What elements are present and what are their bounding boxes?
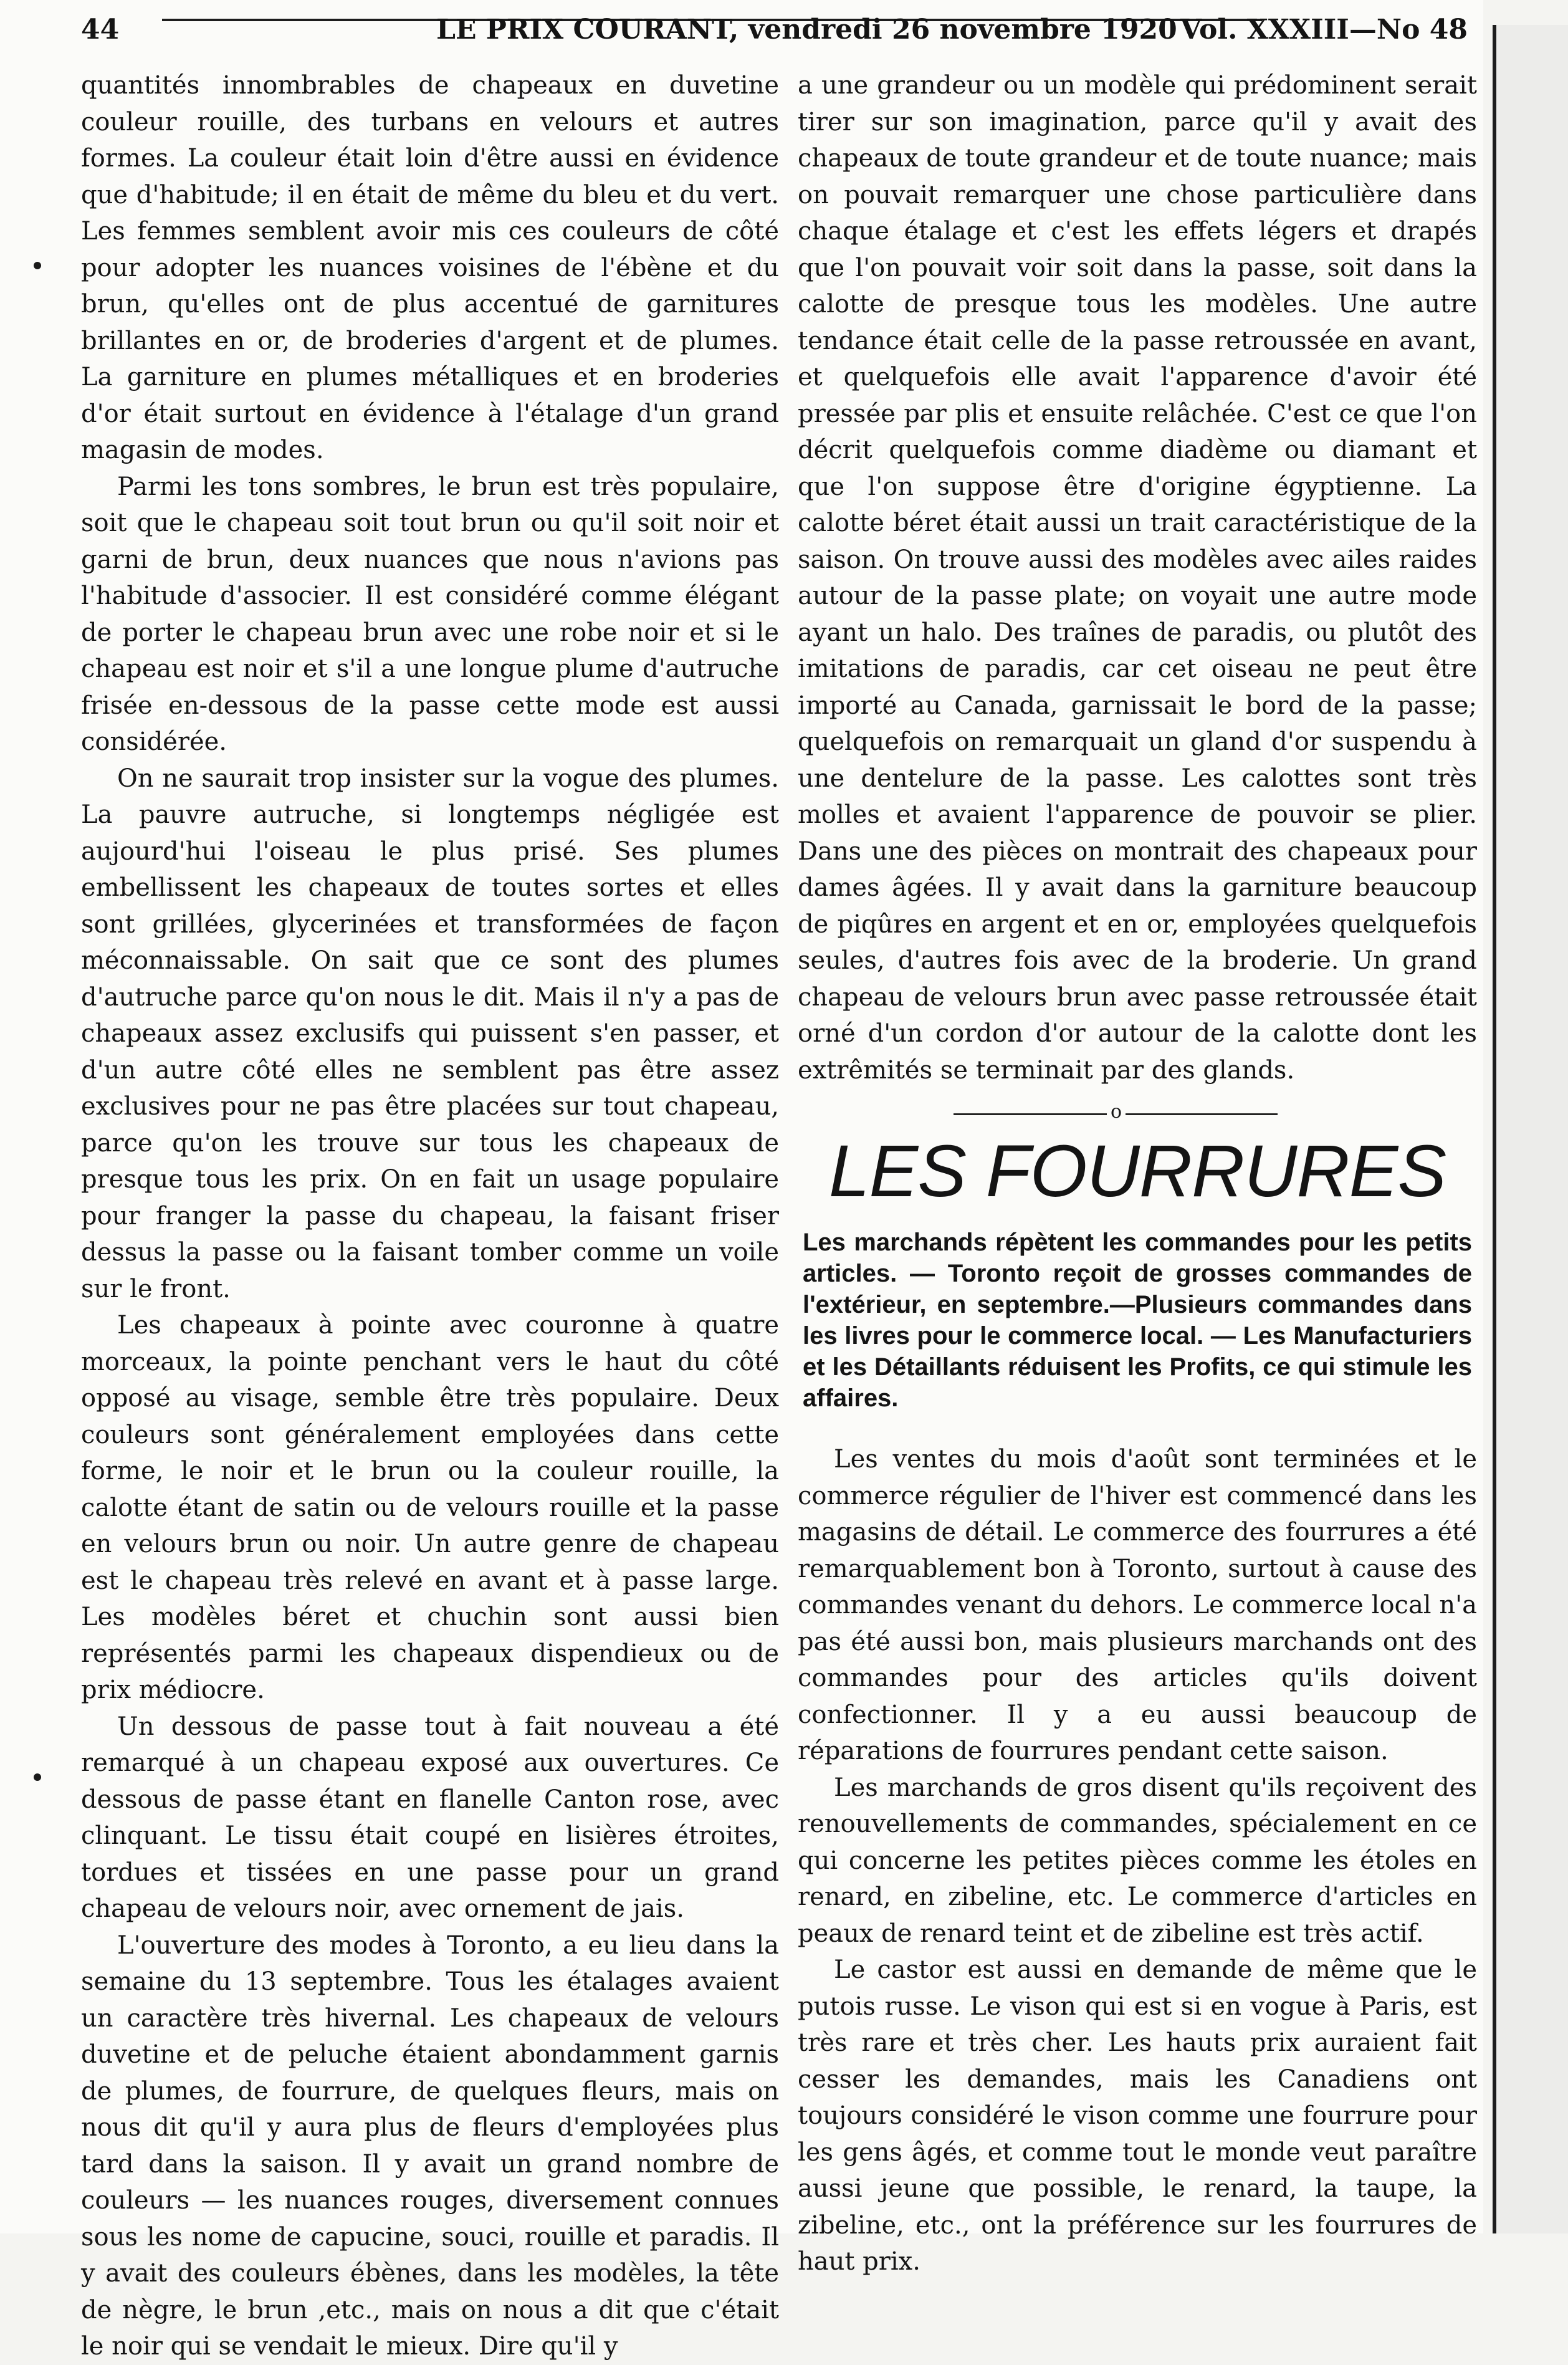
- publication-title: LE PRIX COURANT, vendredi 26 novembre 1920: [436, 14, 1177, 46]
- volume-number: Vol. XXXIII—No 48: [1180, 14, 1468, 46]
- paragraph: a une grandeur ou un modèle qui prédominent serait tirer sur son imagination, parce qu'il y avait des chapeaux de toute grandeur et de toute nuance; mais on pouvait remarquer une chose particulière dans chaque étalage et c'est les effets légers et drapés que l'on pouvait voir soit dans la passe, soit dans la calotte de presque tous les modèles. Une autre tendance était celle de la passe retroussée en avant, et quelquefois elle avait l'apparence d'avoir été pressée par plis et ensuite relâchée. C'est ce que l'on décrit quelquefois comme diadème ou diamant et que l'on suppose être d'origine égyptienne. La calotte béret était aussi un trait caractéristique de la saison. On trouve aussi des modèles avec ailes raides autour de la passe plate; on voyait une autre mode ayant un halo. Des traînes de paradis, ou plutôt des imitations de paradis, car cet oiseau ne peut être importé au Canada, garnissait le bord de la passe; quelquefois on remarquait un gland d'or suspendu à une dentelure de la passe. Les calottes sont très molles et avaient l'apparence de pouvoir se plier. Dans une des pièces on montrait des chapeaux pour dames âgées. Il y avait dans la garniture beaucoup de piqûres en argent et en or, employées quelquefois seules, d'autres fois avec de la broderie. Un grand chapeau de velours brun avec passe retroussée était orné d'un cordon d'or autour de la calotte dont les extrêmités se terminait par des glands.: [798, 71, 1477, 1085]
- margin-dot: [34, 1773, 41, 1781]
- section-title: LES FOURRURES: [828, 1130, 1446, 1212]
- page-number: 44: [81, 14, 120, 46]
- section-subheading: Les marchands répètent les commandes pour les petits articles. — Toronto reçoit de grosses commandes de l'extérieur, en septembre.—Plusieurs commandes dans les livres pour le commerce local. — Les Manufacturiers et les Détaillants réduisent les Profits, ce qui stimule les affaires.: [803, 1229, 1472, 1412]
- paragraph: Les marchands de gros disent qu'ils reçoivent des renouvellements de commandes, spécialement en ce qui concerne les petites pièces comme les étoles en renard, en zibeline, etc. Le commerce d'articles en peaux de renard teint et de zibeline est très actif.: [798, 1773, 1477, 1948]
- right-column: [798, 67, 1477, 2280]
- page-header: [81, 11, 1468, 55]
- paragraph: L'ouverture des modes à Toronto, a eu lieu dans la semaine du 13 septembre. Tous les étalages avaient un caractère très hivernal. Les chapeaux de velours duvetine et de peluche étaient abondamment garnis de plumes, de fourrure, de quelques fleurs, mais on nous dit qu'il y aura plus de fleurs d'employées plus tard dans la saison. Il y avait un grand nombre de couleurs — les nuances rouges, diversement connues sous les nome de capucine, souci, rouille et paradis. Il y avait des couleurs ébènes, dans les modèles, la tête de nègre, le brun ,etc., mais on nous a dit que c'était le noir qui se vendait le mieux. Dire qu'il y: [81, 1931, 779, 2361]
- paragraph: quantités innombrables de chapeaux en duvetine couleur rouille, des turbans en velours et autres formes. La couleur était loin d'être aussi en évidence que d'habitude; il en était de même du bleu et du vert. Les femmes semblent avoir mis ces couleurs de côté pour adopter les nuances voisines de l'ébène et du brun, qu'elles ont de plus accentué de garnitures brillantes en or, de broderies d'argent et de plumes. La garniture en plumes métalliques et en broderies d'or était surtout en évidence à l'étalage d'un grand magasin de modes.: [81, 71, 779, 464]
- paragraph: Parmi les tons sombres, le brun est très populaire, soit que le chapeau soit tout brun ou qu'il soit noir et garni de brun, deux nuances que nous n'avions pas l'habitude d'associer. Il est considéré comme élégant de porter le chapeau brun avec une robe noir et si le chapeau est noir et s'il a une longue plume d'autruche frisée en-dessous de la passe cette mode est aussi considérée.: [81, 472, 779, 756]
- paragraph: Un dessous de passe tout à fait nouveau a été remarqué à un chapeau exposé aux ouvertures. Ce dessous de passe étant en flanelle Canton rose, avec clinquant. Le tissu était coupé en lisières étroites, tordues et tissées en une passe pour un grand chapeau de velours noir, avec ornement de jais.: [81, 1712, 779, 1923]
- paragraph: Les ventes du mois d'août sont terminées et le commerce régulier de l'hiver est commencé dans les magasins de détail. Le commerce des fourrures a été remarquablement bon à Toronto, surtout à cause des commandes venant du dehors. Le commerce local n'a pas été aussi bon, mais plusieurs marchands ont des commandes pour des articles qu'ils doivent confectionner. Il y a eu aussi beaucoup de réparations de fourrures pendant cette saison.: [798, 1445, 1477, 1765]
- left-column: [81, 67, 779, 2365]
- paragraph: Les chapeaux à pointe avec couronne à quatre morceaux, la pointe penchant vers le haut du côté opposé au visage, semble être très populaire. Deux couleurs sont généralement employées dans cette forme, le noir et le brun ou la couleur rouille, la calotte étant de satin ou de velours rouille et la passe en velours brun ou noir. Un autre genre de chapeau est le chapeau très relevé en avant et à passe large. Les modèles béret et chuchin sont aussi bien représentés parmi les chapeaux dispendieux ou de prix médiocre.: [81, 1311, 779, 1704]
- margin-dot: [34, 262, 41, 269]
- divider-mark: o: [1107, 1100, 1126, 1125]
- paragraph: On ne saurait trop insister sur la vogue des plumes. La pauvre autruche, si longtemps négligée est aujourd'hui l'oiseau le plus prisé. Ses plumes embellissent les chapeaux de toutes sortes et elles sont grillées, glycerinées et transformées de façon méconnaissable. On sait que ce sont des plumes d'autruche parce qu'on nous le dit. Mais il n'y a pas de chapeaux assez exclusifs qui puissent s'en passer, et d'un autre côté elles ne semblent pas être assez exclusives pour ne pas être placées sur tout chapeau, parce qu'on les trouve sur tous les chapeaux de presque tous les prix. On en fait un usage populaire pour franger la passe du chapeau, la faisant friser dessus la passe ou la faisant tomber comme un voile sur le front.: [81, 764, 779, 1303]
- adjacent-page-edge: [1493, 25, 1568, 2233]
- section-divider: [798, 1100, 1477, 1125]
- paragraph: Le castor est aussi en demande de même que le putois russe. Le vison qui est si en vogue à Paris, est très rare et très cher. Les hauts prix auraient fait cesser les demandes, mais les Canadiens ont toujours considéré le vison comme une fourrure pour les gens âgés, et comme tout le monde veut paraître aussi jeune que possible, le renard, la taupe, la zibeline, etc., ont la préférence sur les fourrures de haut prix.: [798, 1955, 1477, 2276]
